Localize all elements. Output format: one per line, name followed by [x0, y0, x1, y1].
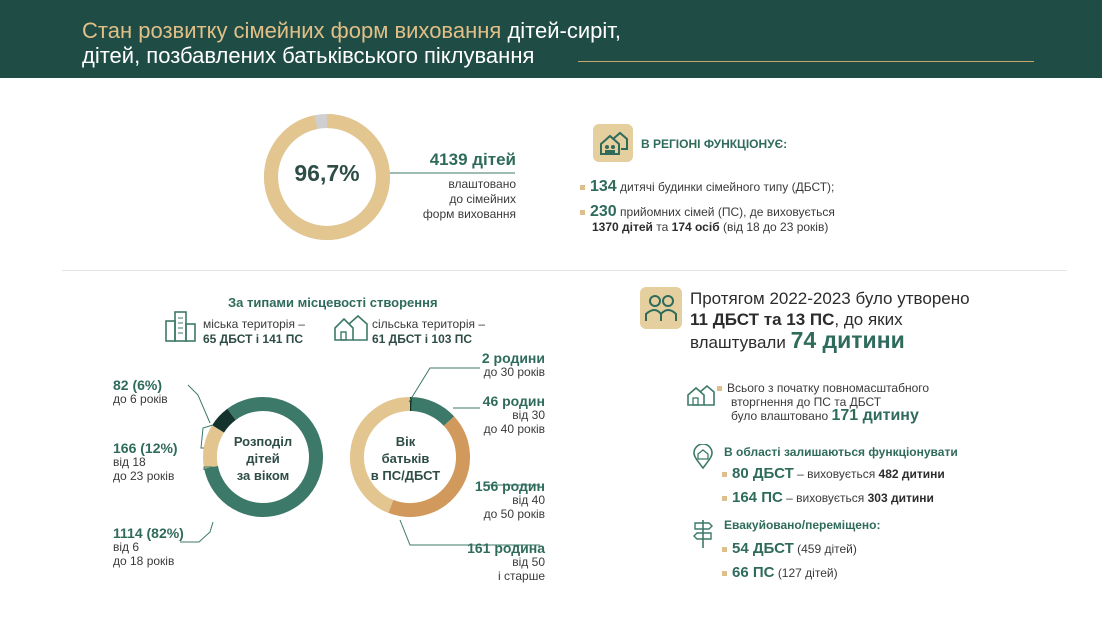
- region-heading: В РЕГІОНІ ФУНКЦІОНУЄ:: [641, 137, 788, 151]
- region-item-ps: 230 прийомних сімей (ПС), де виховується: [580, 203, 835, 221]
- evacuated-heading: Евакуйовано/переміщено:: [724, 518, 881, 532]
- summary-description: влаштовано до сімейних форм виховання: [422, 177, 516, 221]
- parent-item-over50: 161 родина від 50 і старше: [467, 540, 545, 583]
- summary-percent: 96,7%: [294, 160, 360, 186]
- age-item-6to18: 1114 (82%) від 6 до 18 років: [113, 525, 184, 568]
- region-item-ps-details: 1370 дітей та 174 осіб (від 18 до 23 років): [592, 220, 829, 234]
- header-banner: [0, 0, 1102, 78]
- house-icon: [686, 383, 716, 407]
- village-houses-icon: [333, 312, 369, 342]
- parent-item-under30: 2 родини до 30 років: [481, 350, 545, 379]
- page-title: Стан розвитку сімейних форм виховання дітей-сиріт, дітей, позбавлених батьківського піклування: [82, 18, 622, 68]
- parents-icon: [640, 287, 682, 329]
- signpost-icon: [692, 518, 714, 550]
- age-chart-center: Розподіл дітей за віком: [233, 434, 293, 483]
- parent-arc-30to40: [412, 404, 449, 421]
- remaining-ps: 164 ПС – виховується 303 дитини: [722, 489, 934, 506]
- age-item-under6: 82 (6%) до 6 років: [113, 377, 168, 406]
- house-family-icon: [593, 124, 633, 162]
- terrain-heading: За типами місцевості створення: [228, 295, 438, 310]
- remaining-dbst: 80 ДБСТ – виховується 482 дитини: [722, 465, 945, 482]
- remaining-heading: В області залишаються функціонувати: [724, 445, 958, 459]
- summary-count: 4139 дітей: [429, 150, 516, 169]
- evacuated-dbst: 54 ДБСТ (459 дітей): [722, 540, 857, 557]
- evacuated-ps: 66 ПС (127 дітей): [722, 564, 838, 581]
- city-buildings-icon: [164, 309, 198, 343]
- age-arc-under6: [218, 414, 231, 429]
- header-underline: [578, 61, 1034, 62]
- section-divider: [62, 270, 1067, 271]
- age-item-18to23: 166 (12%) від 18 до 23 років: [113, 440, 178, 483]
- location-pin-icon: [692, 444, 714, 470]
- terrain-urban: міська територія – 65 ДБСТ і 141 ПС: [203, 317, 305, 346]
- parent-chart-center: Вік батьків в ПС/ДБСТ: [370, 434, 441, 483]
- period-text: Протягом 2022-2023 було утворено 11 ДБСТ та 13 ПС, до яких влаштували 74 дитини: [690, 289, 970, 353]
- since-war-text: Всього з початку повномасштабного вторгнення до ПС та ДБСТ було влаштовано 171 дитину: [727, 381, 929, 423]
- parent-item-30to40: 46 родин від 30 до 40 років: [482, 393, 545, 436]
- parent-item-40to50: 156 родин від 40 до 50 років: [474, 478, 545, 521]
- region-item-dbst: 134 дитячі будинки сімейного типу (ДБСТ);: [580, 178, 834, 196]
- terrain-rural: сільська територія – 61 ДБСТ і 103 ПС: [372, 317, 485, 346]
